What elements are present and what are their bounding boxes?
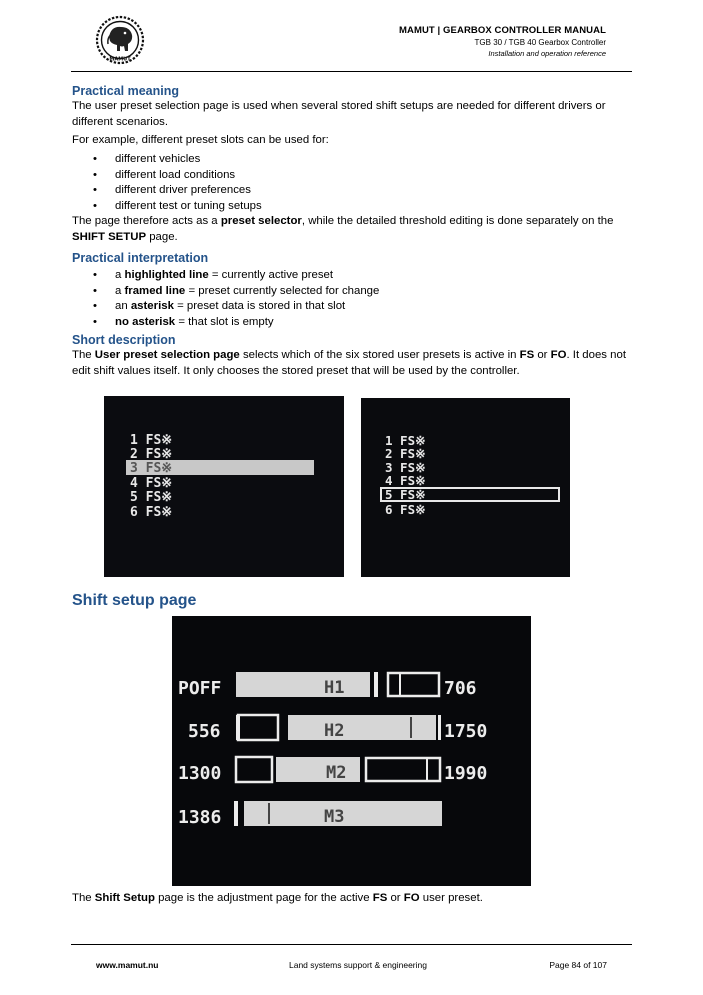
preset-row-1: 1 FS※ (385, 433, 426, 448)
shift-setup-screen-photo (172, 616, 531, 886)
practical-meaning-heading: Practical meaning (72, 84, 179, 98)
footer-tagline: Land systems support & engineering (289, 960, 427, 970)
preset-row-2: 2 FS※ (130, 447, 173, 462)
preset-row-5: 5 FS※ (385, 487, 426, 502)
header-divider (71, 71, 632, 72)
short-description-paragraph: The User preset selection page selects which of the six stored user presets is active in FS or FO. It does not edit shift values itself. It only chooses the stored preset that will be used by the controller. (72, 349, 626, 377)
row-4-center-label: M3 (324, 807, 345, 827)
list-item: • different driver preferences (115, 183, 251, 199)
footer-divider (71, 944, 632, 945)
list-item: • a highlighted line = currently active preset (115, 268, 333, 284)
list-item: • different vehicles (115, 152, 200, 168)
row-1-center-label: H1 (324, 678, 345, 698)
list-item: • an asterisk = preset data is stored in that slot (115, 299, 345, 315)
preset-screen-left-photo (104, 396, 344, 577)
preset-row-3: 3 FS※ (130, 461, 173, 476)
shift-setup-caption: The Shift Setup page is the adjustment page for the active FS or FO user preset. (72, 892, 483, 904)
row-1-right-value: 706 (444, 678, 477, 699)
practical-interpretation-heading: Practical interpretation (72, 251, 209, 265)
row-3-center-label: M2 (326, 763, 347, 783)
preset-row-1: 1 FS※ (130, 433, 173, 448)
row-4-left-value: 1386 (178, 807, 222, 828)
row-3-left-value: 1300 (178, 763, 222, 784)
practical-meaning-paragraph-3: The page therefore acts as a preset selector, while the detailed threshold editing is done separately on the SHIFT SETUP page. (72, 215, 614, 243)
header-subtitle-2: Installation and operation reference (488, 49, 606, 58)
practical-meaning-paragraph-1: The user preset selection page is used when several stored shift setups are needed for different drivers or different scenarios. (72, 100, 606, 128)
logo-text: MAMUT (109, 56, 131, 63)
row-1-left-value: POFF (178, 678, 222, 699)
row-2-left-value: 556 (188, 721, 221, 742)
practical-meaning-paragraph-2: For example, different preset slots can be used for: (72, 134, 329, 146)
list-item: • a framed line = preset currently selected for change (115, 284, 379, 300)
list-item: • different load conditions (115, 168, 235, 184)
list-item: • different test or tuning setups (115, 199, 262, 215)
header-subtitle: TGB 30 / TGB 40 Gearbox Controller (474, 38, 606, 47)
page-number: Page 84 of 107 (549, 960, 607, 970)
row-2-right-value: 1750 (444, 721, 488, 742)
preset-row-2: 2 FS※ (385, 446, 426, 461)
footer-website: www.mamut.nu (96, 960, 159, 970)
header-title: MAMUT | GEARBOX CONTROLLER MANUAL (398, 25, 606, 36)
preset-row-6: 6 FS※ (130, 505, 173, 520)
list-item: • no asterisk = that slot is empty (115, 315, 274, 331)
preset-row-6: 6 FS※ (385, 502, 426, 517)
row-3-right-value: 1990 (444, 763, 488, 784)
company-logo (95, 15, 145, 65)
preset-row-4: 4 FS※ (385, 473, 426, 488)
shift-setup-heading: Shift setup page (72, 592, 197, 609)
short-description-heading: Short description (72, 333, 176, 347)
preset-screen-right-photo (361, 398, 570, 577)
preset-row-4: 4 FS※ (130, 476, 173, 491)
preset-row-3: 3 FS※ (385, 460, 426, 475)
row-2-center-label: H2 (324, 721, 345, 741)
preset-row-5: 5 FS※ (130, 490, 173, 505)
